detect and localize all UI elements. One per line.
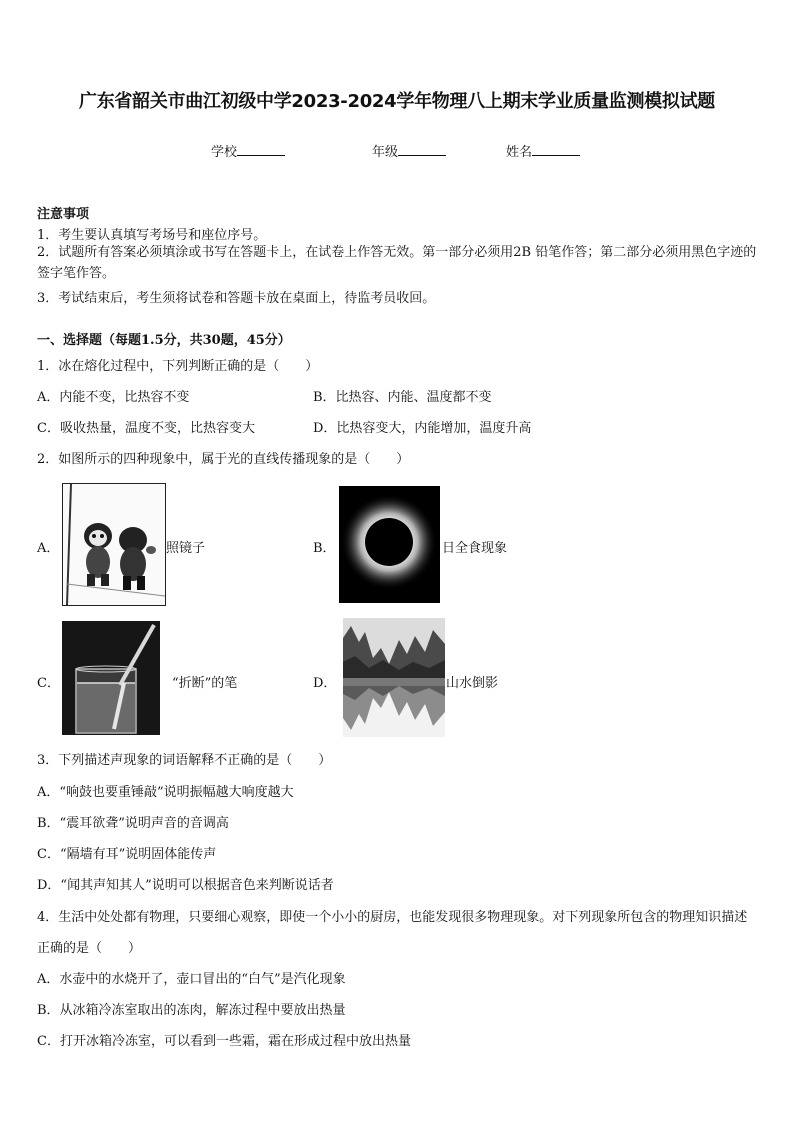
grade-field [372, 141, 446, 160]
grade-label: 年级 [372, 145, 399, 160]
q3-option-b: B．“震耳欲聋”说明声音的音调高 [37, 816, 229, 831]
notice-item-1: 1．考生要认真填写考场号和座位序号。 [37, 228, 267, 243]
exam-title: 广东省韶关市曲江初级中学2023-2024学年物理八上期末学业质量监测模拟试题 [79, 91, 715, 112]
bent-pen-figure [62, 621, 160, 735]
name-field [506, 141, 580, 160]
q2-option-b-caption: 日全食现象 [442, 541, 508, 556]
q3-option-a: A．“响鼓也要重锤敲”说明振幅越大响度越大 [37, 785, 294, 800]
notice-item-2: 2．试题所有答案必须填涂或书写在答题卡上，在试卷上作答无效。第一部分必须用2B 铅笔作答；第二部分必须用黑色字迹的签字笔作答。 [37, 245, 757, 281]
mirror-figure [62, 483, 166, 606]
q1-option-c: C．吸收热量，温度不变，比热容变大 [37, 421, 255, 436]
eclipse-image [339, 486, 440, 603]
q1-option-b: B．比热容、内能、温度都不变 [313, 390, 492, 405]
grade-blank [398, 143, 446, 156]
q2-option-c-caption: “折断”的笔 [172, 676, 238, 691]
mirror-image [63, 484, 165, 605]
school-blank [237, 143, 285, 156]
q3-option-c: C．“隔墙有耳”说明固体能传声 [37, 847, 217, 862]
q4-option-a: A．水壶中的水烧开了，壶口冒出的“白气”是汽化现象 [37, 972, 346, 987]
school-field [211, 141, 285, 160]
reflection-image [343, 618, 445, 737]
q2-option-c-letter: C． [37, 676, 60, 691]
name-label: 姓名 [506, 145, 533, 160]
q2-stem: 2．如图所示的四种现象中，属于光的直线传播现象的是（ ） [37, 452, 410, 467]
q4-stem: 4．生活中处处都有物理，只要细心观察，即使一个小小的厨房，也能发现很多物理现象。对下列现象所包含的物理知识描述正确的是（ ） [37, 910, 748, 956]
eclipse-figure [339, 486, 440, 603]
section-heading: 一、选择题（每题1.5分，共30题，45分） [37, 333, 291, 348]
bent-pen-image [62, 621, 160, 735]
name-blank [532, 143, 580, 156]
q2-option-b-letter: B． [313, 541, 336, 556]
q2-option-d-letter: D． [313, 676, 337, 691]
q3-stem: 3．下列描述声现象的词语解释不正确的是（ ） [37, 753, 332, 768]
q1-stem: 1．冰在熔化过程中，下列判断正确的是（ ） [37, 359, 319, 374]
q1-option-a: A．内能不变，比热容不变 [37, 390, 190, 405]
q3-option-d: D．“闻其声知其人”说明可以根据音色来判断说话者 [37, 878, 334, 893]
school-label: 学校 [211, 145, 238, 160]
q4-option-b: B．从冰箱冷冻室取出的冻肉，解冻过程中要放出热量 [37, 1003, 346, 1018]
q4-option-c: C．打开冰箱冷冻室，可以看到一些霜，霜在形成过程中放出热量 [37, 1034, 411, 1049]
notice-heading: 注意事项 [37, 207, 90, 222]
student-info-fields [0, 141, 794, 161]
q2-option-a-letter: A． [37, 541, 60, 556]
q2-option-a-caption: 照镜子 [166, 541, 206, 556]
q2-option-d-caption: 山水倒影 [446, 676, 499, 691]
notice-item-3: 3．考试结束后，考生须将试卷和答题卡放在桌面上，待监考员收回。 [37, 291, 436, 306]
q1-option-d: D．比热容变大，内能增加，温度升高 [313, 421, 532, 436]
reflection-figure [343, 618, 445, 737]
